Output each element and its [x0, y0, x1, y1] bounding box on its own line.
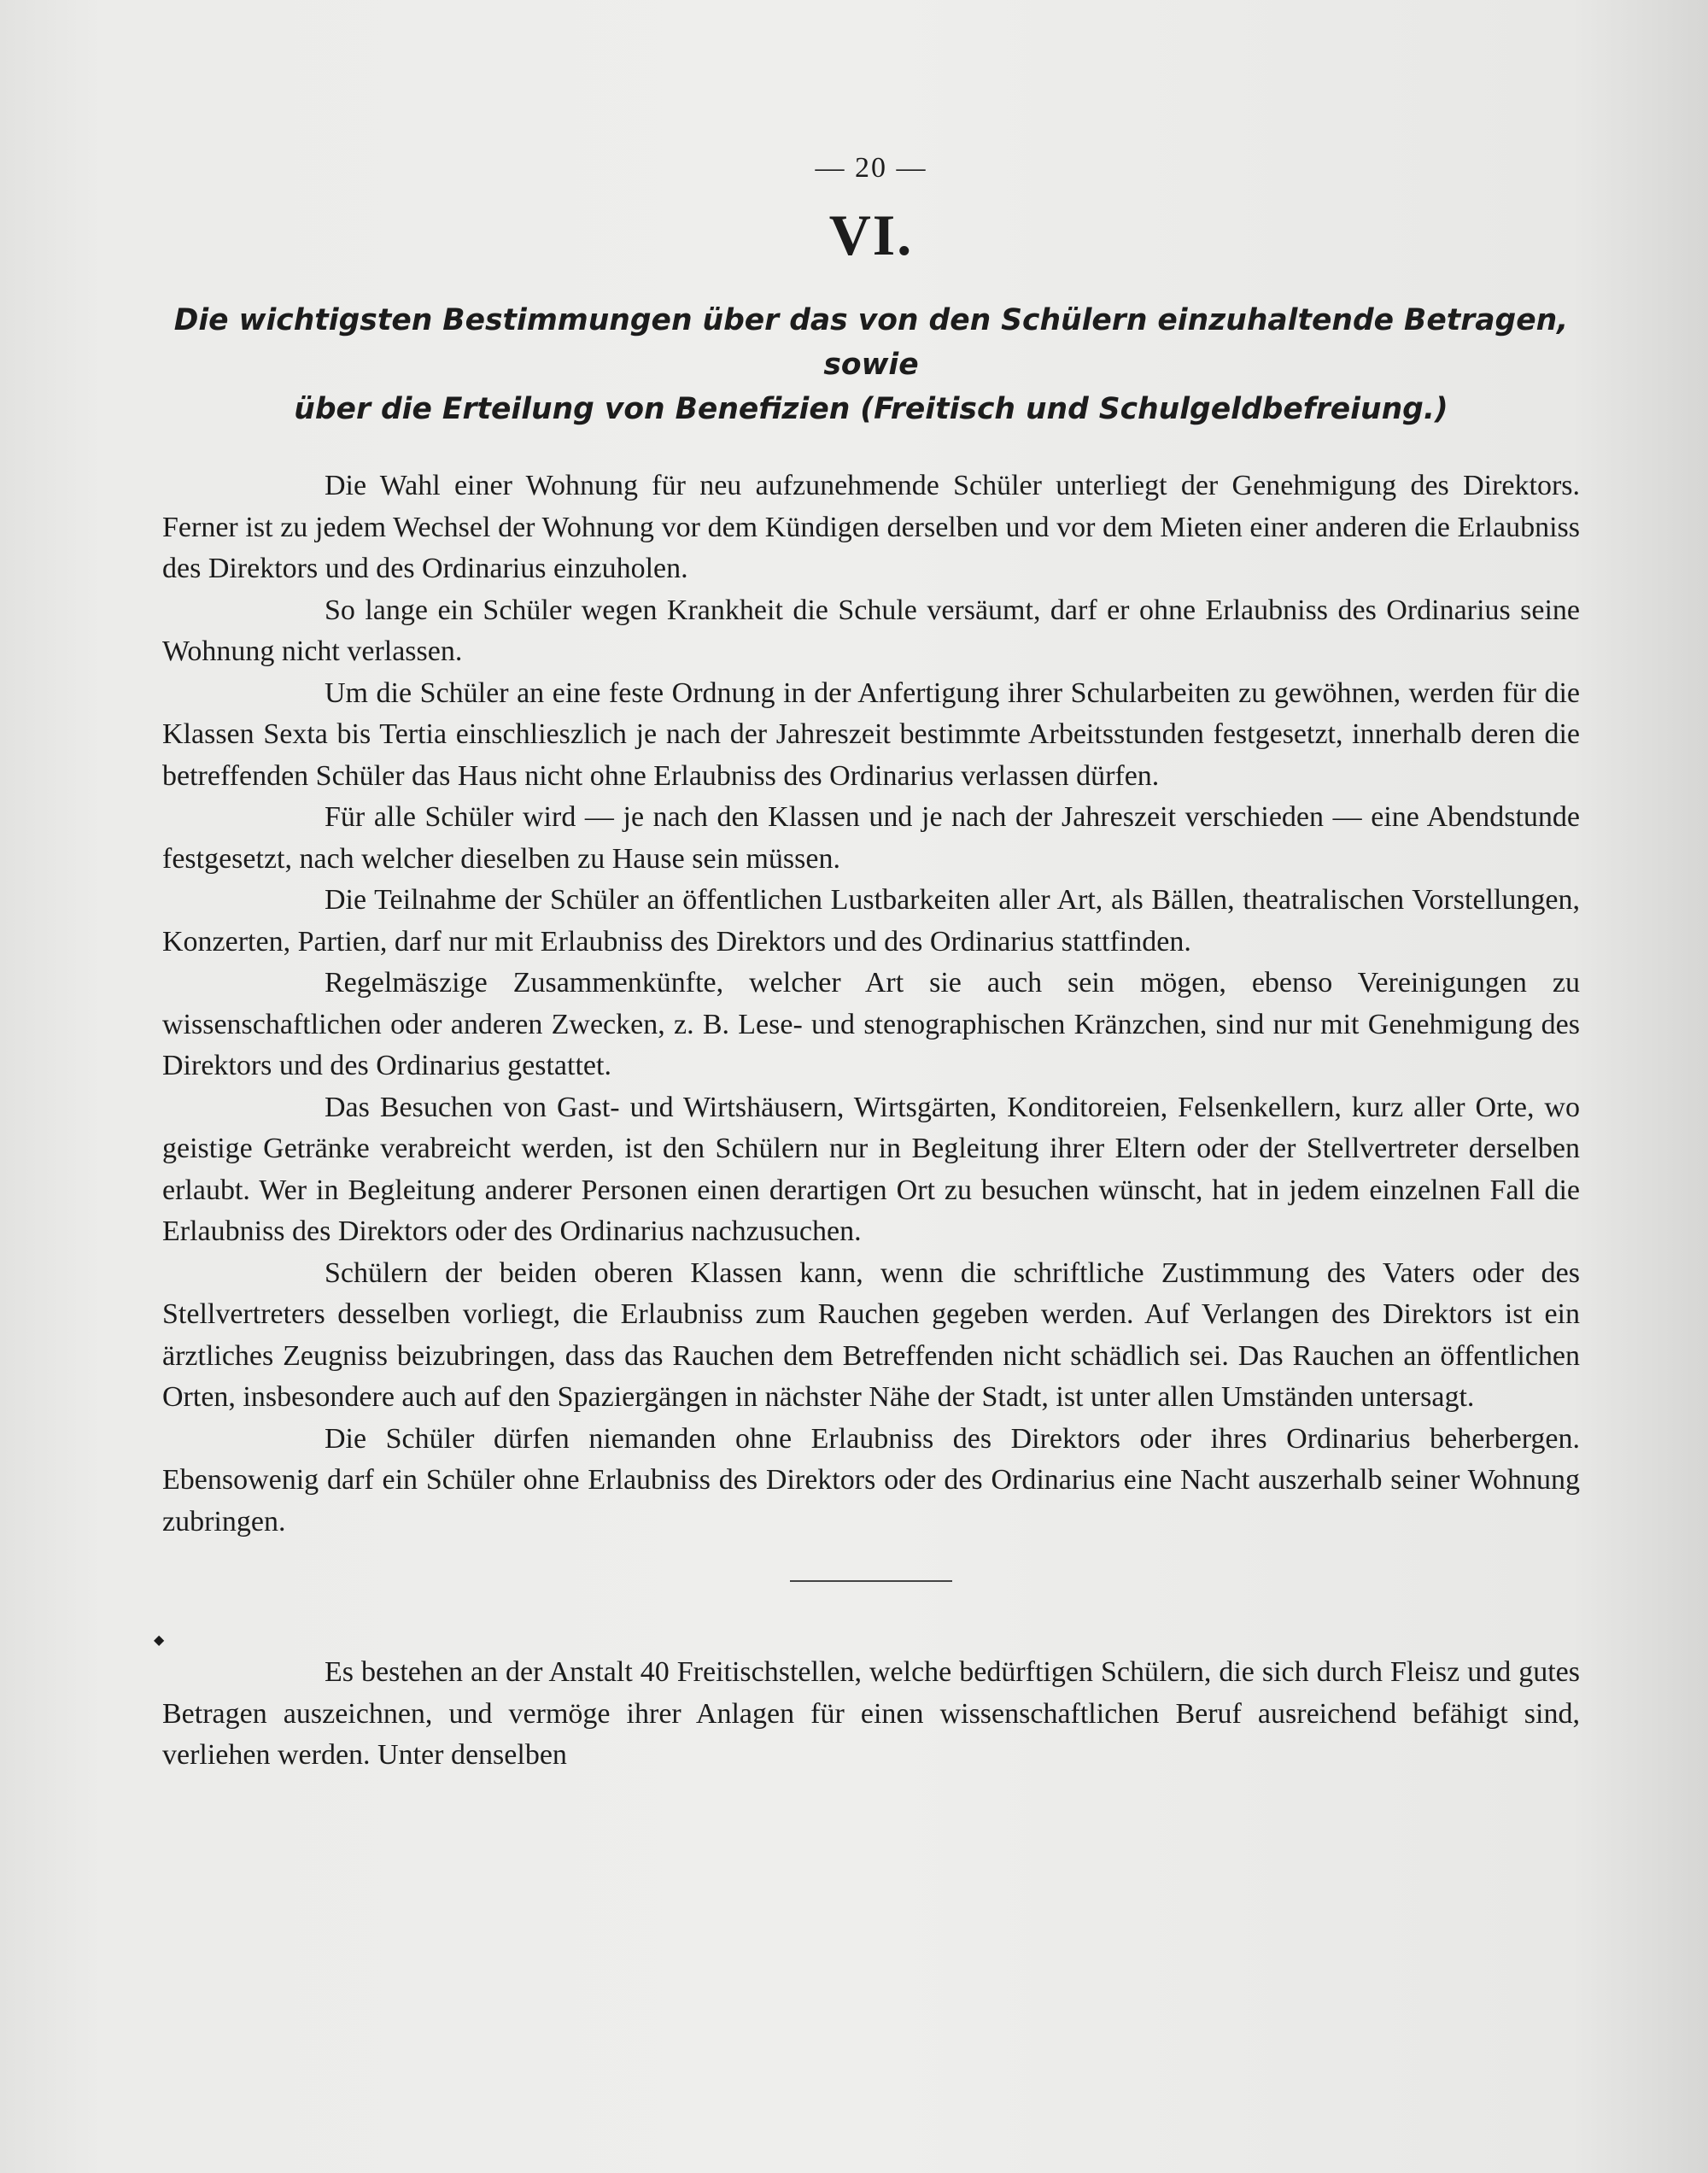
paragraph-abendstunde: Für alle Schüler wird — je nach den Klassen und je nach der Jahreszeit verschieden — eine Abendstunde festgesetzt, nach welcher dieselben zu Hause sein müssen. [162, 801, 1580, 875]
page-content [162, 152, 1580, 1777]
page-number: — 20 — [815, 152, 927, 184]
margin-mark-icon: ◆ [154, 1633, 165, 1648]
paragraph-wohnung: Die Wahl einer Wohnung für neu aufzunehmende Schüler unterliegt der Genehmigung des Direktors. Ferner ist zu jedem Wechsel der Wohnung vor dem Kündigen derselben und vor dem Mieten einer anderen die Erlaubniss des Direktors und des Ordinarius einzuholen. [162, 470, 1580, 584]
paragraph-arbeitsstunden: Um die Schüler an eine feste Ordnung in der Anfertigung ihrer Schularbeiten zu gewöhnen, werden für die Klassen Sexta bis Tertia einschlieszlich je nach der Jahreszeit bestimmte Arbeitsstunden festgesetzt, innerhalb deren die betreffenden Schüler das Haus nicht ohne Erlaubniss des Ordinarius verlassen dürfen. [162, 676, 1580, 792]
section-title [162, 298, 1580, 431]
paragraph-zusammenkuenfte: Regelmäszige Zusammenkünfte, welcher Art sie auch sein mögen, ebenso Vereinigungen zu wissenschaftlichen oder anderen Zwecken, z. B. Lese- und stenographischen Kränzchen, sind nur mit Genehmigung des Direktors und des Ordinarius gestattet. [162, 967, 1580, 1081]
paragraph-freitischstellen: Es bestehen an der Anstalt 40 Freitischstellen, welche bedürftigen Schülern, die sich durch Fleisz und gutes Betragen auszeichnen, und vermöge ihrer Anlagen für einen wissenschaftlichen Beruf ausreichend befähigt sind, verliehen werden. Unter denselben [162, 1656, 1580, 1771]
paragraph-krankheit: So lange ein Schüler wegen Krankheit die Schule versäumt, darf er ohne Erlaubniss des Ordinarius seine Wohnung nicht verlassen. [162, 594, 1580, 667]
paragraph-rauchen: Schülern der beiden oberen Klassen kann, wenn die schriftliche Zustimmung des Vaters oder des Stellvertreters desselben vorliegt, die Erlaubniss zum Rauchen gegeben werden. Auf Verlangen des Direktors ist ein ärztliches Zeugniss beizubringen, dass das Rauchen dem Betreffenden nicht schädlich sei. Das Rauchen an öffentlichen Orten, insbesondere auch auf den Spaziergängen in nächster Nähe der Stadt, ist unter allen Umständen untersagt. [162, 1256, 1580, 1413]
paragraph-beherbergen: Die Schüler dürfen niemanden ohne Erlaubniss des Direktors oder ihres Ordinarius beherbergen. Ebensowenig darf ein Schüler ohne Erlaubniss des Direktors oder des Ordinarius eine Nacht auszerhalb seiner Wohnung zubringen. [162, 1422, 1580, 1538]
paragraph-lustbarkeiten: Die Teilnahme der Schüler an öffentlichen Lustbarkeiten aller Art, als Bällen, theatralischen Vorstellungen, Konzerten, Partien, darf nur mit Erlaubniss des Direktors und des Ordinarius stattfinden. [162, 884, 1580, 958]
section-title-line-1: Die wichtigsten Bestimmungen über das von den Schülern einzuhaltende Betragen, sowie [173, 303, 1569, 382]
paragraph-wirtshaeuser: Das Besuchen von Gast- und Wirtshäusern, Wirtsgärten, Konditoreien, Felsenkellern, kurz aller Orte, wo geistige Getränke verabreicht werden, ist den Schülern nur in Begleitung ihrer Eltern oder der Stellvertreter derselben erlaubt. Wer in Begleitung anderer Personen einen derartigen Ort zu besuchen wünscht, hat in jedem einzelnen Fall die Erlaubniss des Direktors oder des Ordinarius nachzusuchen. [162, 1091, 1580, 1247]
chapter-heading: VI. [828, 202, 914, 267]
section-divider [790, 1580, 952, 1582]
section-title-line-2: über die Erteilung von Benefizien (Freitisch und Schulgeldbefreiung.) [294, 392, 1448, 426]
